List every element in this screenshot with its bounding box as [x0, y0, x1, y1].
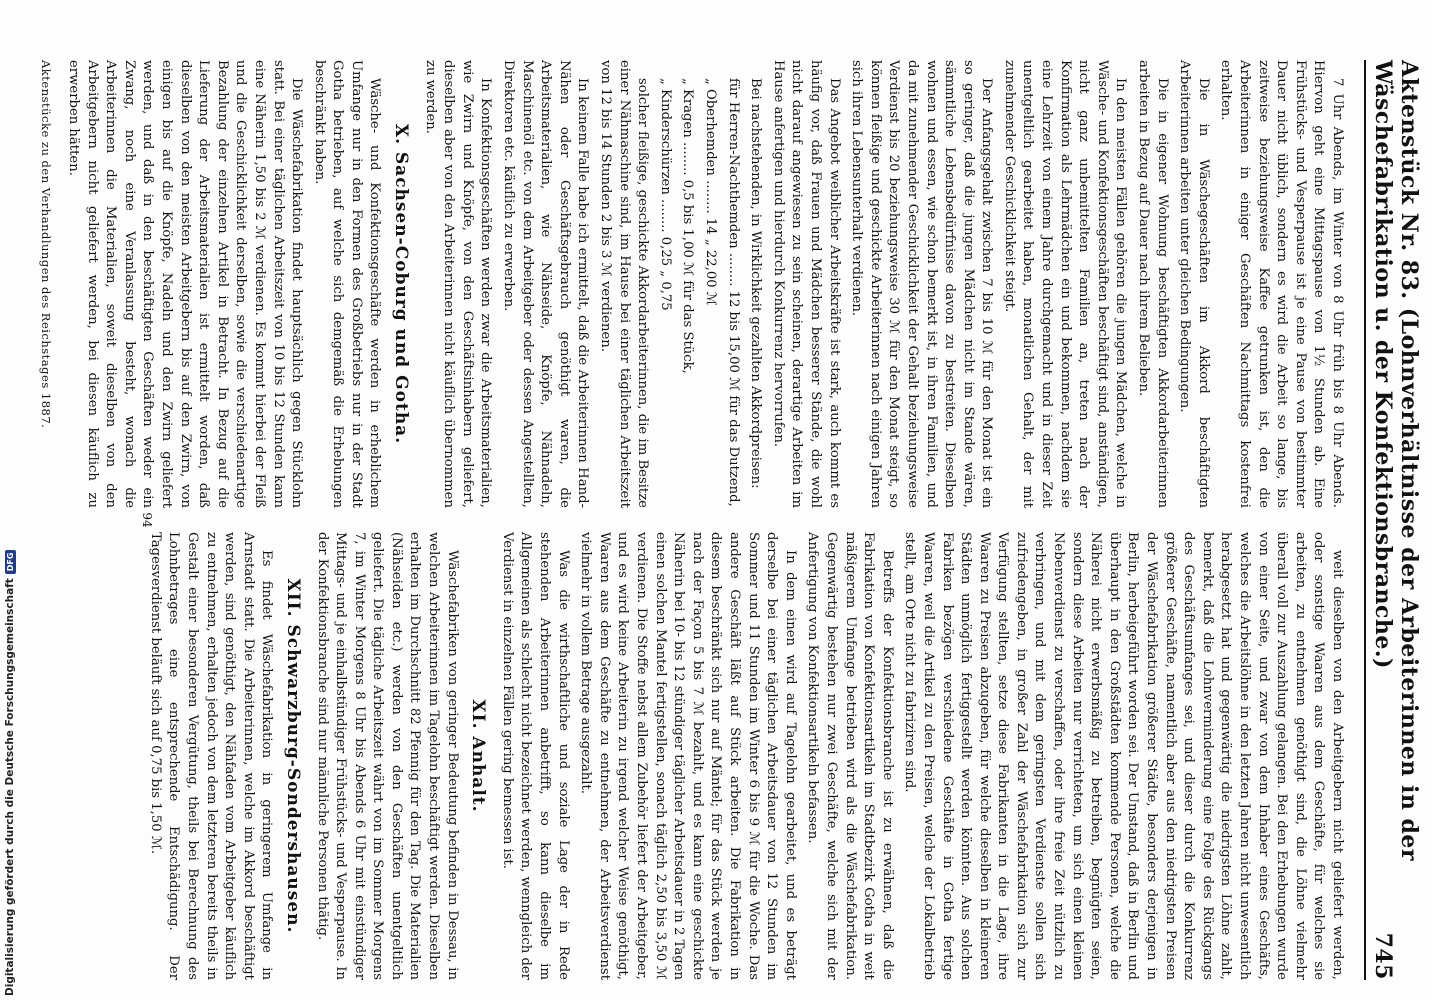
footnote: Aktenstücke zu den Verhandlungen des Reichstages 1887.	[39, 60, 54, 429]
section-heading: XI. Anhalt.	[468, 699, 489, 813]
paragraph: In dem einen wird auf Tagelohn gearbeitet, und es beträgt derselbe bei einer täglichen Arbeitsdauer von 12 Stunden im Sommer und 11 Stunden im Winter 6 bis 9 ℳ für die Woche. Das andere Geschäft läßt auf Stück arbeiten. Die Fabrikation in diesem beschränkt sich nur auf Mäntel; für das Stück werden je nach der Façon 5 bis 7 ℳ bezahlt, und es kann eine geschickte Näherin bei 10- bis 12 stündiger täglicher Arbeitsdauer in 2 Tagen einen solchen Mantel fertigstellen, sonach täglich 2,50 bis 3,50 ℳ verdienen. Die Stoffe nebst allem Zubehör liefert der Arbeitgeber, und es wird keine Arbeiterin zu irgend welcher Weise genöthigt, Waaren aus dem Geschäfte zu entnehmen, der Arbeitsverdienst vielmehr in vollem Betrage ausgezahlt.	[578, 532, 798, 980]
header-rule	[1364, 60, 1366, 980]
section-heading: X. Sachsen-Coburg und Gotha.	[391, 123, 412, 445]
text-columns	[39, 60, 1346, 980]
paragraph: Es findet Wäschefabrikation in geringerem Umfange in Arnstadt statt. Die Arbeiterinnen, welche im Akkord beschäftigt werden, sind genöthigt, den Nähfaden vom Arbeitgeber käuflich zu entnehmen, erhalten jedoch von dem letzteren bereits theils in Gestalt einer besonderen Vergütung, theils bei Berechnung des Lohnbetrages eine entsprechende Entschädigung. Der Tagesverdienst beläuft sich auf 0,75 bis 1,50 ℳ.	[147, 532, 275, 980]
paragraph: Was die wirthschaftliche und soziale Lage der in Rede stehenden Arbeiterinnen anbetrifft, so kann dieselbe im Allgemeinen als schlecht nicht bezeichnet werden, wenngleich der Verdienst in einzelnen Fällen gering bemessen ist.	[499, 532, 571, 980]
right-column	[106, 532, 1346, 980]
paragraph: Das Angebot weiblicher Arbeitskräfte ist stark, auch kommt es häufig vor, daß Frauen und Mädchen besserer Stände, die wohl nicht darauf angewiesen zu sein scheinen, derartige Arbeiten im Hause anfertigen und hierdurch Konkurrenz hervorrufen.	[770, 60, 842, 508]
header-page-number: 745	[1370, 932, 1396, 980]
paragraph: „ Oberhemden ........ 14 „ 22,00 ℳ	[703, 78, 718, 306]
paragraph: Die in Wäschegeschäften im Akkord beschäftigten Arbeiterinnen arbeiten unter gleichen Bedingungen.	[1177, 60, 1211, 508]
paragraph: Wäschefabriken von geringer Bedeutung befinden in Dessau, in welchen Arbeiterinnen im Tagelohn beschäftigt werden. Dieselben erhalten im Durchschnitt 82 Pfennig für den Tag. Die Materialien (Nähseiden etc.) werden von den Geschäften unentgeltlich geliefert. Die tägliche Arbeitszeit währt von im Sommer Morgens 7, im Winter Morgens 8 Uhr bis Abends 6 Uhr mit einstündiger Mittags- und je einhalbstündiger Frühstücks- und Vesperpause. In der Konfektionsbranche sind nur männliche Personen thätig.	[314, 532, 460, 980]
left-column	[39, 60, 1346, 508]
paragraph: für Herren-Nachthemden ........ 12 bis 15,00 ℳ für das Dutzend,	[725, 78, 741, 507]
paragraph: In Konfektionsgeschäften werden zwar die Arbeitsmaterialien, wie Zwirn und Knöpfe, von den Geschäftsinhabern geliefert, dieselben aber von den Arbeiterinnen nicht käuflich übernommen zu werden.	[422, 60, 494, 508]
section-heading: XII. Schwarzburg-Sondershausen.	[282, 578, 303, 934]
rotated-content	[39, 60, 1422, 980]
paragraph: Betreffs der Konfektionsbranche ist zu erwähnen, daß die Fabrikation von Konfektionsartikeln im Stadtbezirk Gotha in weit mäßigerem Umfange betrieben wird als die Wäschefabrikation. Gegenwärtig bestehen nur zwei Geschäfte, welche sich mit der Anfertigung von Konfektionsartikeln befassen.	[805, 532, 895, 980]
paragraph: Bei nachstehenden, in Wirklichkeit gezahlten Akkordpreisen:	[748, 78, 764, 489]
paragraph: Die in eigener Wohnung beschäftigten Akkordarbeiterinnen arbeiten in Bezug auf Dauer nach ihrem Belieben.	[1136, 60, 1170, 508]
credit-text: Digitalisierung gefördert durch die Deutsche Forschungsgemeinschaft	[4, 578, 16, 996]
paragraph: Die Wäschefabrikation findet hauptsächlich gegen Stücklohn statt. Bei einer täglichen Arbeitszeit von 10 bis 12 Stunden kann eine Näherin 1,50 bis 2 ℳ verdienen. Es kommt hierbei der Fleiß und die Geschicklichkeit derselben, sowie die verschiedenartige Bezahlung der einzelnen Artikel in Betracht. In Bezug auf die Lieferung der Arbeitsmaterialien ist ermittelt worden, daß dieselben von den meisten Arbeitgebern bis auf den Zwirn, von einigen bis auf die Knöpfe, Nadeln und den Zwirn geliefert werden, und daß in den beschäftigten Geschäften weder ein Zwang, noch eine Veranlassung besteht, wonach die Arbeiterinnen die Materialien, soweit dieselben von den Arbeitgebern nicht geliefert werden, bei diesen käuflich zu erwerben hätten.	[66, 60, 305, 508]
footer-page-number: 94	[140, 512, 154, 528]
paragraph: solcher fleißige, geschickte Akkordarbeiterinnen, die im Besitze einer Nähmaschine sind, im Hause bei einer täglichen Arbeitszeit von 12 bis 14 Stunden 2 bis 3 ℳ verdienen.	[598, 60, 651, 508]
paragraph: „ Kragen ........ 0,5 bis 1,00 ℳ für das Stück,	[680, 78, 696, 374]
page-header	[1370, 60, 1422, 980]
paragraph: In den meisten Fällen gehören die jungen Mädchen, welche in Wäsche- und Konfektionsgeschäften beschäftigt sind, anständigen, nicht ganz unbemittelten Familien an, treten nach der Konfirmation als Lehrmädchen ein und bekommen, nachdem sie eine Lehrzeit von einem Jahre durchgemacht und in dieser Zeit unentgeltlich gearbeitet haben, monatlichen Gehalt, der mit zunehmender Geschicklichkeit steigt.	[1001, 60, 1129, 508]
paragraph: „ Kinderschürzen ........ 0,25 „ 0,75	[657, 78, 673, 311]
paragraph: 7 Uhr Abends, im Winter von 8 Uhr früh bis 8 Uhr Abends. Hiervon geht eine Mittagspause von 1½ Stunden ab. Eine Frühstücks- und Vesperpause ist je eine Pause von bestimmter Dauer nicht üblich, sondern es wird die Arbeit so lange, bis zeitweise beziehungsweise Kaffee getrunken ist, den die Arbeiterinnen in einiger Geschäften Nachmittags kostenfrei erhalten.	[1218, 60, 1345, 508]
paragraph: Der Anfangsgehalt zwischen 7 bis 10 ℳ für den Monat ist ein so geringer, daß die jungen Mädchen nicht im Stande wären, sämmtliche Lebensbedürfnisse davon zu bestreiten. Dieselben wohnen und essen, wie schon bemerkt ist, in ihren Familien, und da mit zunehmender Geschicklichkeit der Gehalt beziehungsweise Verdienst bis 20 beziehungsweise 30 ℳ für den Monat steigt, so können fleißige und geschickte Arbeiterinnen nach einigen Jahren sich ihren Lebensunterhalt verdienen.	[849, 60, 995, 508]
digitization-credit	[4, 550, 16, 996]
paragraph: Wäsche- und Konfektionsgeschäfte werden in erheblichem Umfange nur in den Formen des Großbetriebs nur in der Stadt Gotha betrieben, auf welche sich demgemäß die Erhebungen beschränkt haben.	[311, 60, 383, 508]
header-title: Aktenstück Nr. 83. (Lohnverhältnisse der Arbeiterinnen in der Wäschefabrikation u. der Konfektionsbranche.)	[1370, 60, 1422, 861]
paragraph: In keinem Falle habe ich ermittelt, daß die Arbeiterinnen Hand-Nähen oder Geschäftsgebrauch genöthigt waren, die Arbeitsmaterialien, wie Nähseide, Knöpfe, Nähnadeln, Maschinenöl etc. von dem Arbeitgeber oder dessen Angestellten, Direktoren etc. käuflich zu erwerben.	[501, 60, 591, 508]
dfg-logo: DFG	[5, 550, 16, 575]
paragraph: weit dieselben von den Arbeitgebern nicht geliefert werden, oder sonstige Waaren aus dem Geschäfte, für welches sie arbeiten, zu entnehmen genöthigt sind, die Löhne vielmehr überall voll zur Auszahlung gelangen. Bei den Erhebungen wurde von einer Seite, und zwar von dem Inhaber eines Geschäfts, welches die Arbeitslöhne in den letzten Jahren nicht unwesentlich herabgesetzt hat und gegenwärtig die niedrigsten Löhne zahlt, bemerkt, daß die Lohnverminderung eine Folge des Rückgangs des Geschäftsumfanges sei, und dieser durch die Konkurrenz größerer Geschäfte, namentlich aber aus den niedrigsten Preisen der Wäschefabrikation größerer Städte, besonders derjenigen in Berlin, herbeigeführt worden sei. Der Umstand, daß in Berlin und überhaupt in den Großstädten kommende Personen, welche die Näherei nicht erwerbsmäßig zu betreiben, begnügten seien, sondern diese Arbeiten nur verrichteten, um sich einen kleinen Nebenverdienst zu verschaffen, oder ihre freie Zeit nützlich zu verbringen, und mit dem geringsten Verdienste sollen sich zufriedengeben, in großer Zahl der Wäschefabrikation sich zur Verfügung stellten, setze diese Fabrikanten in die Lage, ihre Waaren zu Preisen abzugeben, für welche dieselben in kleineren Städten unmöglich fertiggestellt werden könnten. Aus solchen Fabriken bezögen verschiedene Geschäfte in Gotha fertige Waaren, weil die Artikel zu den Preisen, welche der Lokalbetrieb stellt, am Orte nicht zu fabriziren sind.	[902, 532, 1345, 980]
